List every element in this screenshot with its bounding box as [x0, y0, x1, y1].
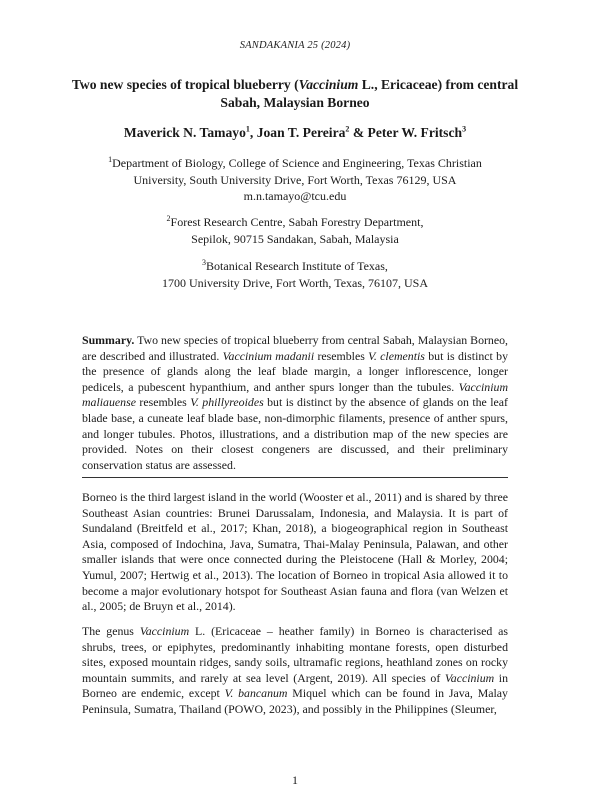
- summary-abstract: [82, 333, 508, 473]
- affiliation-line: [60, 155, 530, 172]
- paragraph-text: in Borneo are endemic, except: [82, 670, 508, 701]
- affiliation-text: Botanical Research Institute of Texas,: [206, 259, 388, 273]
- summary-label: Summary.: [82, 333, 135, 347]
- author-3: Peter W. Fritsch: [367, 125, 463, 140]
- summary-text: resembles: [135, 395, 191, 410]
- author-2-affil: 2: [345, 124, 350, 134]
- affiliation-3: [60, 258, 530, 291]
- paper-title: [60, 76, 530, 112]
- affiliation-marker: 2: [166, 214, 171, 223]
- affiliation-line: Sepilok, 90715 Sandakan, Sabah, Malaysia: [191, 231, 399, 246]
- paragraph-text: Miquel which can be found in Java, Malay Peninsula, Sumatra, Thailand (POWO, 2023), and possibly in the Philippines (Sleumer,: [82, 686, 508, 716]
- summary-text: but is distinct by the presence of glands along the leaf blade margin, a longer inflorescence, longer pedicels, a pubescent hypanthium, and anther spurs longer than the tubules.: [82, 348, 509, 394]
- affiliation-line: [60, 214, 530, 231]
- author-3-affil: 3: [462, 124, 467, 134]
- section-divider: [82, 477, 508, 478]
- body-paragraph-1: Borneo is the third largest island in the world (Wooster et al., 2011) and is shared by three Southeast Asian countries: Brunei Darussalam, Indonesia, and Malaysia. It is part of Sundaland (Breitfeld et al., 2017; Khan, 2018), a biogeographical region in Southeast Asia, composed of Indochina, Java, Sumatra, Thai-Malay Peninsula, Palawan, and other smaller islands that were once connected during the Pleistocene (Hall & Morley, 2004; Yumul, 2007; Hertwig et al., 2013). The location of Borneo in tropical Asia allowed it to become a major evolutionary hotspot for Southeast Asian fauna and flora (van Welzen et al., 2005; de Bruyn et al., 2014).: [82, 490, 508, 614]
- species-name: Vaccinium madanii: [222, 348, 315, 363]
- affiliation-marker: 1: [108, 155, 113, 164]
- species-name: Vaccinium maliauense: [82, 379, 508, 410]
- species-name: V. phillyreoides: [190, 395, 264, 410]
- species-name: V. bancanum: [224, 686, 288, 701]
- author-1: Maverick N. Tamayo: [123, 125, 246, 140]
- affiliation-line: University, South University Drive, Fort Worth, Texas 76129, USA: [133, 172, 457, 187]
- affiliation-marker: 3: [202, 258, 207, 267]
- author-2: Joan T. Pereira: [256, 125, 346, 140]
- affiliation-text: Department of Biology, College of Science and Engineering, Texas Christian: [112, 156, 482, 170]
- affiliation-2: [60, 214, 530, 247]
- title-genus: Vaccinium: [298, 77, 359, 92]
- title-part-2: L., Ericaceae) from central Sabah, Malaysian Borneo: [220, 77, 519, 110]
- affiliation-1: [60, 155, 530, 205]
- author-list: [0, 125, 590, 141]
- summary-text: Two new species of tropical blueberry from central Sabah, Malaysian Borneo, are described and illustrated.: [82, 333, 508, 363]
- affiliation-line: 1700 University Drive, Fort Worth, Texas, 76107, USA: [161, 275, 429, 290]
- summary-text: resembles: [314, 348, 369, 363]
- paragraph-text: The genus: [82, 624, 140, 638]
- title-part-1: Two new species of tropical blueberry (: [71, 77, 299, 92]
- affiliation-text: Forest Research Centre, Sabah Forestry Department,: [170, 215, 424, 229]
- paragraph-text: L. (Ericaceae – heather family) in Borneo is characterised as shrubs, trees, or epiphytes, predominantly inhabiting montane forests, open disturbed sites, exposed mountain ridges, sandy soils, ultramafic regions, heathland zones on rocky mountain summits, and rarely at sea level (Argent, 2019). All species of: [82, 624, 509, 685]
- author-separator: ,: [249, 125, 257, 140]
- genus-name: Vaccinium: [444, 670, 495, 685]
- body-paragraph-2: [82, 624, 508, 718]
- page-number: 1: [292, 773, 298, 787]
- genus-name: Vaccinium: [139, 624, 190, 638]
- journal-header: SANDAKANIA 25 (2024): [239, 40, 351, 51]
- affiliation-line: [60, 258, 530, 275]
- summary-text: but is distinct by the absence of glands on the leaf blade base, a cuneate leaf blade base, non-dimorphic filaments, presence of anther spurs, and longer tubules. Photos, illustrations, and a distribution map of the new species are provided. Notes on their closest congeners are discussed, and their preliminary conservation status are assessed.: [82, 395, 508, 472]
- author-1-affil: 1: [245, 124, 250, 134]
- species-name: V. clementis: [368, 348, 425, 363]
- author-separator: &: [349, 125, 368, 140]
- affiliation-email[interactable]: m.n.tamayo@tcu.edu: [243, 189, 347, 203]
